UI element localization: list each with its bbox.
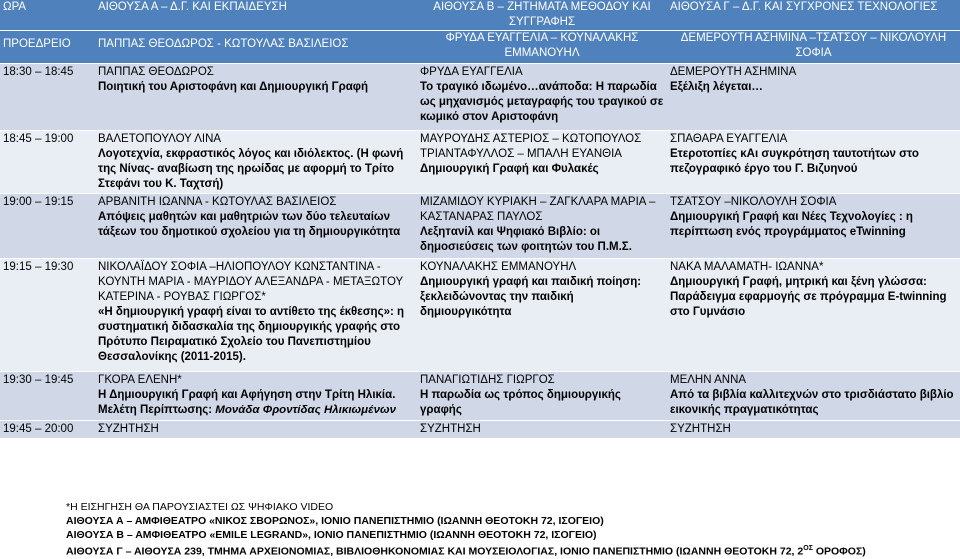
session-authors: ΝΑΚΑ ΜΑΛΑΜΑΤΗ- ΙΩΑΝΝΑ* [670, 261, 824, 273]
session-room-c [667, 131, 960, 193]
chair-room-c: ΔΕΜΕΡΟΥΤΗ ΑΣΗΜΙΝΑ –ΤΣΑΤΣΟΥ – ΝΙΚΟΛΟΥΛΗ ΣΟΦΙΑ [680, 32, 947, 59]
session-room-c [667, 259, 960, 371]
session-time: 19:30 – 19:45 [3, 374, 74, 386]
session-title: Ετεροτοπίες κΑι συγκρότηση ταυτοτήτων στο πεζογραφικό έργο του Γ. Βιζυηνού [670, 148, 919, 175]
session-room-a [95, 131, 417, 193]
session-room-a [95, 194, 417, 258]
session-room-a [95, 372, 417, 420]
session-subtitle-prefix: Μελέτη Περίπτωσης: [98, 404, 216, 416]
footnote-room-a: ΑΙΘΟΥΣΑ Α – ΑΜΦΙΘΕΑΤΡΟ «ΝΙΚΟΣ ΣΒΟΡΩΝΟΣ», ΙΟΝΙΟ ΠΑΝΕΠΙΣΤΗΜΙΟ (ΙΩΑΝΝΗ ΘΕΟΤΟΚΗ 72, ΙΣΟΓΕΙΟ) [66, 515, 604, 527]
session-subtitle [98, 403, 414, 418]
header-room-b: ΑΙΘΟΥΣΑ Β – ΖΗΤΗΜΑΤΑ ΜΕΘΟΔΟΥ ΚΑΙ ΣΥΓΓΡΑΦΗΣ [433, 1, 651, 28]
session-title: Λογοτεχνία, εκφραστικός λόγος και ιδιόλεκτος. (Η φωνή της Νίνας- αναβίωση της ηρωίδας με αφορμή το Τρίτο Στεφάνι του Κ. Ταχτσή) [98, 148, 404, 190]
session-row [0, 372, 960, 421]
header-room-a: ΑΙΘΟΥΣΑ Α – Δ.Γ. ΚΑΙ ΕΚΠΑΙΔΕΥΣΗ [98, 1, 287, 13]
session-authors: ΚΟΥΝΑΛΑΚΗΣ ΕΜΜΑΝΟΥΗΛ [420, 261, 577, 273]
session-authors: ΝΙΚΟΛΑΪΔΟΥ ΣΟΦΙΑ –ΗΛΙΟΠΟΥΛΟΥ ΚΩΝΣΤΑΝΤΙΝΑ - ΚΟΥΝΤΗ ΜΑΡΙΑ - ΜΑΥΡΙΔΟΥ ΑΛΕΞΑΝΔΡΑ - ΜΕΤΑΞΩΤΟΥ ΚΑΤΕΡΙΝΑ - ΡΟΥΒΑΣ ΓΙΩΡΓΟΣ* [98, 261, 403, 303]
session-authors: ΒΑΛΕΤΟΠΟΥΛΟΥ ΛΙΝΑ [98, 133, 222, 145]
session-title: Εξέλιξη λέγεται… [670, 81, 763, 93]
session-authors: ΜΑΥΡΟΥΔΗΣ ΑΣΤΕΡΙΟΣ – ΚΩΤΟΠΟΥΛΟΣ ΤΡΙΑΝΤΑΦΥΛΛΟΣ – ΜΠΑΛΗ ΕΥΑΝΘΙΑ [420, 133, 642, 160]
discussion-room-c: ΣΥΖΗΤΗΣΗ [670, 423, 731, 435]
session-authors: ΜΙΖΑΜΙΔΟΥ ΚΥΡΙΑΚΗ – ΖΑΓΚΛΑΡΑ ΜΑΡΙΑ – ΚΑΣΤΑΝΑΡΑΣ ΠΑΥΛΟΣ [420, 196, 656, 223]
session-row [0, 259, 960, 372]
session-title: Η Δημιουργική Γραφή και Αφήγηση στην Τρίτη Ηλικία. [98, 389, 396, 401]
session-authors: ΣΠΑΘΑΡΑ ΕΥΑΓΓΕΛΙΑ [670, 133, 788, 145]
chair-room-b: ΦΡΥΔΑ ΕΥΑΓΓΕΛΙΑ – ΚΟΥΝΑΛΑΚΗΣ ΕΜΜΑΝΟΥΗΛ [445, 32, 639, 59]
footnote-digital: *Η ΕΙΣΗΓΗΣΗ ΘΑ ΠΑΡΟΥΣΙΑΣΤΕΙ ΩΣ ΨΗΦΙΑΚΟ VIDEO [66, 501, 334, 513]
session-title: «Η δημιουργική γραφή είναι το αντίθετο της έκθεσης»: η συστηματική διδασκαλία της δημιουργικής γραφής στο Πρότυπο Πειραματικό Σχολείο του Πανεπιστημίου Θεσσαλονίκης (2011-2015). [98, 306, 405, 363]
session-title: Ποιητική του Αριστοφάνη και Δημιουργική Γραφή [98, 81, 369, 93]
footnote-room-c-text: ΑΙΘΟΥΣΑ Γ – ΑΙΘΟΥΣΑ 239, ΤΜΗΜΑ ΑΡΧΕΙΟΝΟΜΙΑΣ, ΒΙΒΛΙΟΘΗΚΟΝΟΜΙΑΣ ΚΑΙ ΜΟΥΣΕΙΟΛΟΓΙΑΣ, ΙΟΝΙΟ ΠΑΝΕΠΙΣΤΗΜΙΟ (ΙΩΑΝΝΗ ΘΕΟΤΟΚΗ 72, 2 [66, 545, 804, 558]
discussion-time: 19:45 – 20:00 [3, 423, 74, 435]
chair-row [0, 31, 960, 64]
session-room-a [95, 259, 417, 371]
session-authors: ΦΡΥΔΑ ΕΥΑΓΓΕΛΙΑ [420, 66, 523, 78]
session-time: 18:30 – 18:45 [3, 66, 74, 78]
session-title: Η παρωδία ως τρόπος δημιουργικής γραφής [420, 389, 621, 416]
session-authors: ΠΑΝΑΓΙΩΤΙΔΗΣ ΓΙΩΡΓΟΣ [420, 374, 555, 386]
footnote-room-c-sup: ΟΣ [803, 545, 813, 552]
session-room-b [417, 372, 667, 420]
session-room-a [95, 64, 417, 130]
session-room-c [667, 64, 960, 130]
footnote-room-b: ΑΙΘΟΥΣΑ Β – ΑΜΦΙΘΕΑΤΡΟ «EMILE LEGRAND», ΙΟΝΙΟ ΠΑΝΕΠΙΣΤΗΜΙΟ (ΙΩΑΝΝΗ ΘΕΟΤΟΚΗ 72, ΙΣΟΓΕΙΟ) [66, 529, 597, 541]
session-authors: ΔΕΜΕΡΟΥΤΗ ΑΣΗΜΙΝΑ [670, 66, 797, 78]
session-room-b [417, 259, 667, 371]
session-room-c [667, 194, 960, 258]
session-time: 18:45 – 19:00 [3, 133, 74, 145]
discussion-row [0, 421, 960, 439]
discussion-room-b: ΣΥΖΗΤΗΣΗ [420, 423, 481, 435]
footnotes [66, 500, 956, 559]
header-room-c: ΑΙΘΟΥΣΑ Γ – Δ.Γ. ΚΑΙ ΣΥΓΧΡΟΝΕΣ ΤΕΧΝΟΛΟΓΙΕΣ [670, 1, 938, 13]
session-authors: ΑΡΒΑΝΙΤΗ ΙΩΑΝΝΑ - ΚΩΤΟΥΛΑΣ ΒΑΣΙΛΕΙΟΣ [98, 196, 337, 208]
session-time: 19:15 – 19:30 [3, 261, 74, 273]
session-time: 19:00 – 19:15 [3, 196, 74, 208]
session-title: Δημιουργική Γραφή, μητρική και ξένη γλώσσα: Παράδειγμα εφαρμογής σε πρόγραμμα E-twinning στο Γυμνάσιο [670, 276, 947, 318]
session-room-c [667, 372, 960, 420]
session-authors: ΠΑΠΠΑΣ ΘΕΟΔΩΡΟΣ [98, 66, 214, 78]
session-title: Το τραγικό ιδωμένο…ανάποδα: Η παρωδία ως μηχανισμός μεταγραφής του τραγικού σε κωμικό στον Αριστοφάνη [420, 81, 664, 123]
session-row [0, 64, 960, 131]
chair-room-a: ΠΑΠΠΑΣ ΘΕΟΔΩΡΟΣ - ΚΩΤΟΥΛΑΣ ΒΑΣΙΛΕΙΟΣ [98, 38, 349, 50]
chair-label: ΠΡΟΕΔΡΕΙΟ [3, 38, 71, 50]
session-title: Δημιουργική γραφή και παιδική ποίηση: ξεκλειδώνοντας την παιδική δημιουργικότητα [420, 276, 642, 318]
session-title: Απόψεις μαθητών και μαθητριών των δύο τελευταίων τάξεων του δημοτικού σχολείου για τη δημιουργικότητα [98, 211, 401, 238]
footnote-room-c-end: ΟΡΟΦΟΣ) [812, 545, 866, 558]
session-subtitle-italic: Μονάδα Φροντίδας Ηλικιωμένων [215, 404, 396, 416]
session-room-b [417, 64, 667, 130]
session-row [0, 131, 960, 194]
session-row [0, 194, 960, 259]
header-time: ΩΡΑ [3, 1, 27, 13]
session-authors: ΜΕΛΗΝ ΑΝΝΑ [670, 374, 747, 386]
footnote-room-c [66, 542, 956, 559]
discussion-room-a: ΣΥΖΗΤΗΣΗ [98, 423, 159, 435]
session-authors: ΓΚΟΡΑ ΕΛΕΝΗ* [98, 374, 182, 386]
session-authors: ΤΣΑΤΣΟΥ –ΝΙΚΟΛΟΥΛΗ ΣΟΦΙΑ [670, 196, 837, 208]
session-room-b [417, 194, 667, 258]
session-title: Δημιουργική Γραφή και Νέες Τεχνολογίες : η περίπτωση ενός προγράμματος eTwinning [670, 211, 913, 238]
header-row [0, 0, 960, 31]
session-room-b [417, 131, 667, 193]
session-title: Λεξηтανίλ και Ψηφιακό Βιβλίο: οι δημοσιεύσεις των φοιτητών του Π.Μ.Σ. [420, 226, 632, 253]
session-title: Από τα βιβλία καλλιτεχνών στο τρισδιάστατο βιβλίο εικονικής πραγματικότητας [670, 389, 954, 416]
session-title: Δημιουργική Γραφή και Φυλακές [420, 163, 599, 175]
